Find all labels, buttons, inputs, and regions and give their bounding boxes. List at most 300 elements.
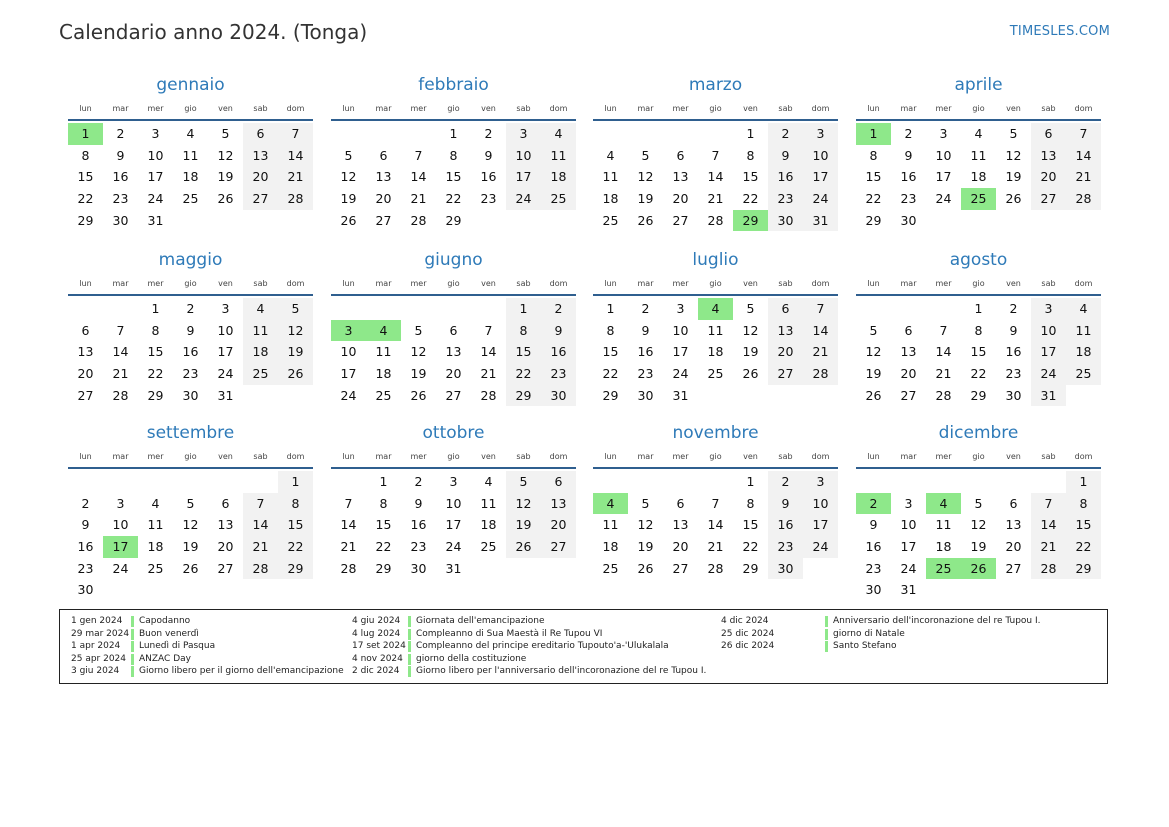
weekday-label: sab [778, 452, 793, 461]
day-cell: 24 [900, 560, 917, 576]
weekday-label: sab [778, 104, 793, 113]
weekday-label: ven [218, 452, 233, 461]
weekday-label: mar [112, 104, 129, 113]
day-cell: 13 [77, 344, 94, 360]
weekday-header [856, 276, 1101, 296]
empty-cell [856, 471, 891, 493]
day-cell: 8 [379, 495, 388, 511]
weekday-label: lun [604, 452, 617, 461]
day-cell: 27 [541, 536, 576, 558]
day-cell: 20 [672, 539, 689, 555]
day-cell: 19 [637, 539, 654, 555]
weekday-label: gio [447, 104, 460, 113]
day-cell: 3 [803, 123, 838, 145]
day-cell: 29 [147, 387, 164, 403]
day-cell: 27 [1031, 188, 1066, 210]
day-cell: 25 [707, 366, 724, 382]
day-cell: 12 [506, 493, 541, 515]
empty-cell [698, 123, 733, 145]
day-cell: 24 [803, 188, 838, 210]
empty-cell [926, 298, 961, 320]
legend-item [352, 665, 732, 678]
day-cell: 18 [707, 344, 724, 360]
day-cell: 13 [768, 320, 803, 342]
empty-cell [996, 471, 1031, 493]
legend-item [352, 615, 732, 628]
day-cell: 20 [672, 191, 689, 207]
weekday-label: mar [112, 452, 129, 461]
day-cell: 27 [375, 212, 392, 228]
holiday-day-cell: 4 [593, 493, 628, 515]
weekday-header [593, 101, 838, 121]
day-cell: 14 [707, 517, 724, 533]
day-cell: 4 [151, 495, 160, 511]
day-cell: 27 [77, 387, 94, 403]
day-cell: 5 [278, 298, 313, 320]
day-cell: 9 [1009, 322, 1018, 338]
legend-date: 4 nov 2024 [352, 653, 403, 664]
day-cell: 5 [414, 322, 423, 338]
day-cell: 2 [904, 126, 913, 141]
weekday-label: lun [342, 104, 355, 113]
day-cell: 7 [1066, 123, 1101, 145]
day-cell: 3 [939, 126, 948, 141]
day-cell: 30 [768, 558, 803, 580]
weekday-label: dom [811, 104, 830, 113]
day-grid [331, 298, 576, 406]
weekday-label: mer [935, 452, 952, 461]
weekday-label: ven [481, 279, 496, 288]
day-cell: 15 [147, 344, 164, 360]
weekday-label: dom [286, 104, 305, 113]
day-cell: 10 [147, 147, 164, 163]
empty-cell [243, 471, 278, 493]
legend-item [352, 640, 732, 653]
day-cell: 2 [768, 123, 803, 145]
month-febbraio [331, 73, 576, 231]
weekday-label: ven [743, 104, 758, 113]
day-cell: 7 [243, 493, 278, 515]
day-cell: 19 [742, 344, 759, 360]
legend-holiday-name: Buon venerdì [139, 628, 199, 639]
day-cell: 11 [480, 495, 497, 511]
day-cell: 9 [768, 493, 803, 515]
empty-cell [593, 471, 628, 493]
legend-holiday-name: Giornata dell'emancipazione [416, 616, 545, 626]
day-cell: 17 [340, 366, 357, 382]
day-cell: 5 [1009, 126, 1018, 141]
day-cell: 6 [449, 322, 458, 338]
day-cell: 12 [1005, 147, 1022, 163]
day-cell: 13 [1031, 145, 1066, 167]
day-cell: 6 [676, 495, 685, 511]
day-cell: 22 [865, 191, 882, 207]
day-grid [68, 298, 313, 406]
legend-holiday-name: ANZAC Day [139, 653, 191, 664]
day-cell: 3 [449, 474, 458, 489]
day-cell: 9 [768, 145, 803, 167]
day-cell: 1 [974, 301, 983, 316]
empty-cell [401, 123, 436, 145]
day-cell: 28 [707, 560, 724, 576]
legend-date: 1 gen 2024 [71, 616, 123, 626]
legend-date: 29 mar 2024 [71, 628, 130, 639]
day-cell: 5 [974, 495, 983, 511]
day-cell: 17 [803, 166, 838, 188]
day-cell: 19 [410, 366, 427, 382]
day-cell: 11 [1066, 320, 1101, 342]
weekday-label: lun [79, 279, 92, 288]
month-name: giugno [424, 250, 483, 270]
day-cell: 28 [112, 387, 129, 403]
day-cell: 21 [707, 191, 724, 207]
month-gennaio [68, 73, 313, 231]
day-cell: 22 [147, 366, 164, 382]
day-cell: 17 [147, 169, 164, 185]
weekday-label: dom [286, 452, 305, 461]
holiday-day-cell: 3 [331, 320, 366, 342]
month-name: agosto [949, 250, 1008, 270]
legend-marker [408, 629, 411, 640]
day-cell: 10 [506, 145, 541, 167]
day-cell: 28 [278, 188, 313, 210]
day-cell: 16 [1005, 344, 1022, 360]
day-cell: 7 [484, 322, 493, 338]
empty-cell [891, 298, 926, 320]
empty-cell [138, 471, 173, 493]
day-cell: 26 [742, 366, 759, 382]
weekday-label: sab [1041, 279, 1056, 288]
empty-cell [331, 471, 366, 493]
day-cell: 31 [803, 210, 838, 232]
day-cell: 22 [742, 539, 759, 555]
day-cell: 20 [1031, 166, 1066, 188]
day-cell: 7 [414, 147, 423, 163]
weekday-label: mer [410, 279, 427, 288]
day-cell: 26 [278, 363, 313, 385]
weekday-label: gio [447, 452, 460, 461]
day-cell: 31 [672, 387, 689, 403]
day-cell: 22 [602, 366, 619, 382]
day-cell: 30 [410, 560, 427, 576]
day-cell: 11 [707, 322, 724, 338]
day-cell: 20 [1005, 539, 1022, 555]
weekday-label: mar [375, 279, 392, 288]
day-cell: 13 [900, 344, 917, 360]
day-cell: 6 [541, 471, 576, 493]
day-cell: 5 [746, 301, 755, 316]
day-cell: 10 [672, 322, 689, 338]
day-cell: 22 [970, 366, 987, 382]
holiday-day-cell: 17 [103, 536, 138, 558]
day-cell: 29 [865, 212, 882, 228]
day-cell: 16 [637, 344, 654, 360]
day-cell: 11 [541, 145, 576, 167]
day-cell: 8 [151, 322, 160, 338]
day-cell: 24 [1031, 363, 1066, 385]
day-cell: 4 [974, 126, 983, 141]
holiday-day-cell: 1 [68, 123, 103, 145]
weekday-label: mar [900, 104, 917, 113]
day-cell: 26 [865, 387, 882, 403]
legend-marker [408, 666, 411, 677]
day-cell: 8 [746, 495, 755, 511]
weekday-header [856, 449, 1101, 469]
holiday-legend [59, 609, 1108, 684]
day-cell: 4 [484, 474, 493, 489]
weekday-label: mer [410, 452, 427, 461]
empty-cell [471, 298, 506, 320]
weekday-label: dom [549, 279, 568, 288]
day-cell: 9 [186, 322, 195, 338]
weekday-label: mer [147, 104, 164, 113]
day-cell: 14 [480, 344, 497, 360]
day-cell: 20 [77, 366, 94, 382]
day-cell: 6 [379, 147, 388, 163]
day-grid [331, 471, 576, 579]
legend-marker [131, 666, 134, 677]
day-cell: 7 [344, 495, 353, 511]
day-cell: 26 [410, 387, 427, 403]
legend-marker [131, 641, 134, 652]
day-cell: 24 [506, 188, 541, 210]
legend-item [721, 640, 1101, 653]
weekday-label: mer [935, 104, 952, 113]
day-cell: 2 [641, 301, 650, 316]
weekday-label: gio [972, 104, 985, 113]
day-cell: 29 [602, 387, 619, 403]
day-cell: 26 [637, 212, 654, 228]
day-cell: 17 [900, 539, 917, 555]
day-cell: 6 [1031, 123, 1066, 145]
holiday-day-cell: 29 [733, 210, 768, 232]
day-cell: 5 [641, 147, 650, 163]
weekday-label: mar [637, 104, 654, 113]
weekday-header [593, 449, 838, 469]
site-link[interactable]: TIMESLES.COM [1009, 24, 1110, 39]
day-cell: 20 [375, 191, 392, 207]
day-cell: 21 [803, 341, 838, 363]
weekday-header [593, 276, 838, 296]
empty-cell [401, 298, 436, 320]
day-cell: 14 [1031, 514, 1066, 536]
day-cell: 28 [1066, 188, 1101, 210]
day-cell: 3 [221, 301, 230, 316]
day-cell: 25 [375, 387, 392, 403]
weekday-label: sab [516, 452, 531, 461]
holiday-day-cell: 4 [366, 320, 401, 342]
day-cell: 7 [939, 322, 948, 338]
legend-date: 4 dic 2024 [721, 616, 769, 626]
weekday-label: dom [1074, 279, 1093, 288]
legend-date: 1 apr 2024 [71, 641, 121, 652]
legend-marker [825, 616, 828, 627]
day-cell: 30 [865, 582, 882, 598]
day-cell: 27 [243, 188, 278, 210]
day-grid [593, 123, 838, 231]
weekday-label: mer [147, 452, 164, 461]
weekday-label: sab [516, 104, 531, 113]
legend-marker [408, 616, 411, 627]
day-cell: 13 [243, 145, 278, 167]
empty-cell [1031, 471, 1066, 493]
day-cell: 27 [445, 387, 462, 403]
day-cell: 25 [602, 212, 619, 228]
day-grid [68, 471, 313, 601]
day-grid [856, 123, 1101, 231]
legend-item [721, 615, 1101, 628]
day-cell: 28 [480, 387, 497, 403]
day-cell: 1 [606, 301, 615, 316]
day-cell: 7 [278, 123, 313, 145]
day-cell: 17 [672, 344, 689, 360]
day-cell: 19 [340, 191, 357, 207]
legend-holiday-name: Compleanno di Sua Maestà il Re Tupou VI [416, 628, 603, 639]
day-cell: 21 [1031, 536, 1066, 558]
day-cell: 11 [970, 147, 987, 163]
day-cell: 10 [803, 145, 838, 167]
day-cell: 8 [506, 320, 541, 342]
day-cell: 9 [484, 147, 493, 163]
day-cell: 9 [81, 517, 90, 533]
legend-marker [825, 629, 828, 640]
day-cell: 24 [112, 560, 129, 576]
day-cell: 24 [217, 366, 234, 382]
legend-date: 4 giu 2024 [352, 616, 401, 626]
legend-marker [825, 641, 828, 652]
weekday-label: gio [709, 452, 722, 461]
day-cell: 23 [410, 539, 427, 555]
day-cell: 4 [186, 126, 195, 141]
legend-column [721, 615, 1101, 653]
day-cell: 11 [182, 147, 199, 163]
day-cell: 21 [112, 366, 129, 382]
weekday-label: lun [79, 104, 92, 113]
weekday-label: lun [342, 452, 355, 461]
month-novembre [593, 421, 838, 579]
legend-holiday-name: Giorno libero per il giorno dell'emancipazione [139, 666, 344, 677]
weekday-label: mar [637, 452, 654, 461]
day-cell: 15 [602, 344, 619, 360]
day-cell: 5 [506, 471, 541, 493]
day-cell: 30 [1005, 387, 1022, 403]
day-cell: 25 [480, 539, 497, 555]
day-cell: 30 [77, 582, 94, 598]
day-cell: 22 [506, 363, 541, 385]
day-cell: 16 [768, 514, 803, 536]
day-cell: 9 [116, 147, 125, 163]
month-aprile [856, 73, 1101, 231]
legend-item [352, 653, 732, 666]
day-cell: 6 [243, 123, 278, 145]
legend-date: 25 dic 2024 [721, 628, 775, 639]
day-cell: 17 [1031, 341, 1066, 363]
day-cell: 15 [970, 344, 987, 360]
day-cell: 10 [935, 147, 952, 163]
weekday-header [68, 276, 313, 296]
day-grid [856, 471, 1101, 601]
day-cell: 16 [480, 169, 497, 185]
legend-holiday-name: Lunedì di Pasqua [139, 641, 216, 652]
day-cell: 28 [340, 560, 357, 576]
empty-cell [366, 298, 401, 320]
empty-cell [103, 471, 138, 493]
day-cell: 17 [935, 169, 952, 185]
day-cell: 18 [935, 539, 952, 555]
day-cell: 19 [217, 169, 234, 185]
day-cell: 13 [541, 493, 576, 515]
day-cell: 4 [1066, 298, 1101, 320]
day-cell: 2 [1009, 301, 1018, 316]
month-giugno [331, 248, 576, 406]
day-cell: 20 [768, 341, 803, 363]
day-cell: 30 [182, 387, 199, 403]
day-cell: 27 [1005, 560, 1022, 576]
day-cell: 15 [506, 341, 541, 363]
legend-date: 26 dic 2024 [721, 641, 775, 652]
day-cell: 15 [742, 517, 759, 533]
weekday-label: mar [900, 452, 917, 461]
day-grid [593, 471, 838, 579]
day-cell: 21 [278, 166, 313, 188]
weekday-label: gio [184, 104, 197, 113]
day-cell: 19 [865, 366, 882, 382]
day-grid [856, 298, 1101, 406]
weekday-label: ven [481, 452, 496, 461]
day-cell: 21 [935, 366, 952, 382]
empty-cell [856, 298, 891, 320]
empty-cell [663, 123, 698, 145]
day-cell: 31 [217, 387, 234, 403]
weekday-label: dom [286, 279, 305, 288]
day-cell: 11 [147, 517, 164, 533]
day-cell: 3 [904, 495, 913, 511]
day-cell: 31 [445, 560, 462, 576]
legend-date: 25 apr 2024 [71, 653, 127, 664]
day-cell: 16 [900, 169, 917, 185]
weekday-label: mer [935, 279, 952, 288]
weekday-label: ven [481, 104, 496, 113]
day-cell: 14 [803, 320, 838, 342]
day-cell: 20 [541, 514, 576, 536]
legend-holiday-name: Giorno libero per l'anniversario dell'incoronazione del re Tupou I. [416, 666, 707, 677]
day-cell: 8 [746, 147, 755, 163]
day-cell: 30 [768, 210, 803, 232]
holiday-day-cell: 26 [961, 558, 996, 580]
day-cell: 20 [217, 539, 234, 555]
day-cell: 13 [375, 169, 392, 185]
day-cell: 12 [637, 517, 654, 533]
day-cell: 28 [243, 558, 278, 580]
month-name: gennaio [156, 75, 225, 95]
month-name: aprile [954, 75, 1003, 95]
empty-cell [663, 471, 698, 493]
day-cell: 14 [1066, 145, 1101, 167]
day-cell: 21 [340, 539, 357, 555]
day-cell: 29 [278, 558, 313, 580]
day-cell: 24 [445, 539, 462, 555]
legend-holiday-name: Anniversario dell'incoronazione del re Tupou I. [833, 616, 1041, 626]
empty-cell [68, 471, 103, 493]
day-cell: 26 [340, 212, 357, 228]
empty-cell [698, 471, 733, 493]
day-cell: 10 [445, 495, 462, 511]
day-cell: 8 [869, 147, 878, 163]
day-cell: 23 [77, 560, 94, 576]
day-cell: 5 [869, 322, 878, 338]
day-cell: 18 [147, 539, 164, 555]
day-cell: 15 [742, 169, 759, 185]
